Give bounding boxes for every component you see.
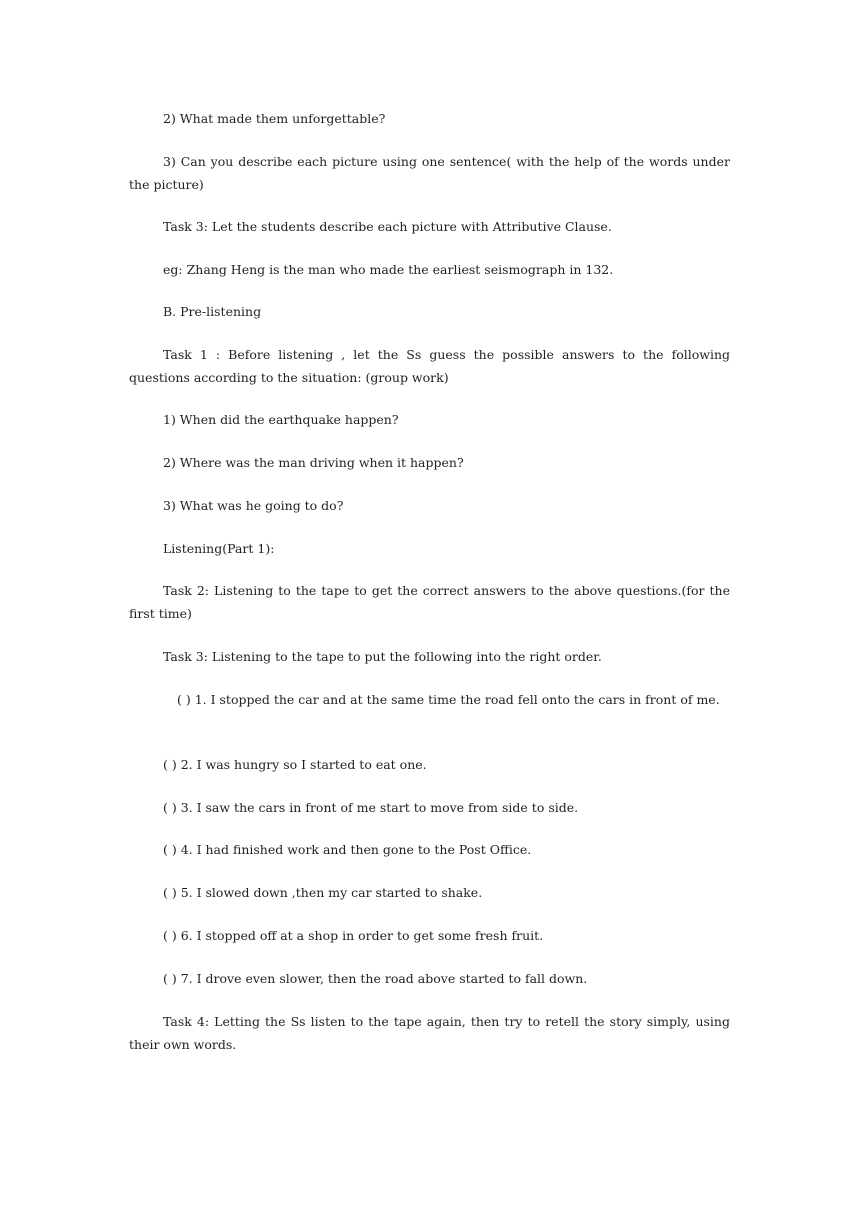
question-2-unforgettable: 2) What made them unforgettable? — [163, 111, 386, 126]
task-3-attributive-clause: Task 3: Let the students describe each picture with Attributive Clause. — [163, 219, 612, 234]
example-zhang-heng: eg: Zhang Heng is the man who made the earliest seismograph in 132. — [163, 262, 614, 277]
question-1-when: 1) When did the earthquake happen? — [163, 412, 399, 427]
order-item-2: ( ) 2. I was hungry so I started to eat one. — [163, 757, 427, 772]
question-3-describe-picture: 3) Can you describe each picture using one sentence( with the help of the words under the picture) — [129, 154, 730, 192]
order-item-4: ( ) 4. I had finished work and then gone to the Post Office. — [163, 842, 532, 857]
order-item-3: ( ) 3. I saw the cars in front of me start to move from side to side. — [163, 800, 579, 815]
question-3-what: 3) What was he going to do? — [163, 498, 344, 513]
section-heading-listening-part-1: Listening(Part 1): — [163, 541, 275, 556]
task-1-guess-answers: Task 1 : Before listening , let the Ss guess the possible answers to the following questions according to the situation: (group work) — [129, 347, 730, 385]
order-item-6: ( ) 6. I stopped off at a shop in order to get some fresh fruit. — [163, 928, 544, 943]
task-2-listening: Task 2: Listening to the tape to get the correct answers to the above questions.(for the first time) — [129, 583, 730, 621]
task-4-retell: Task 4: Letting the Ss listen to the tape again, then try to retell the story simply, using their own words. — [129, 1014, 730, 1052]
task-3-right-order: Task 3: Listening to the tape to put the following into the right order. — [163, 649, 602, 664]
order-item-7: ( ) 7. I drove even slower, then the road above started to fall down. — [163, 971, 588, 986]
order-item-5: ( ) 5. I slowed down ,then my car started to shake. — [163, 885, 483, 900]
question-2-where: 2) Where was the man driving when it happen? — [163, 455, 464, 470]
order-item-1: ( ) 1. I stopped the car and at the same time the road fell onto the cars in front of me. — [177, 692, 720, 707]
section-heading-pre-listening: B. Pre-listening — [163, 304, 262, 319]
